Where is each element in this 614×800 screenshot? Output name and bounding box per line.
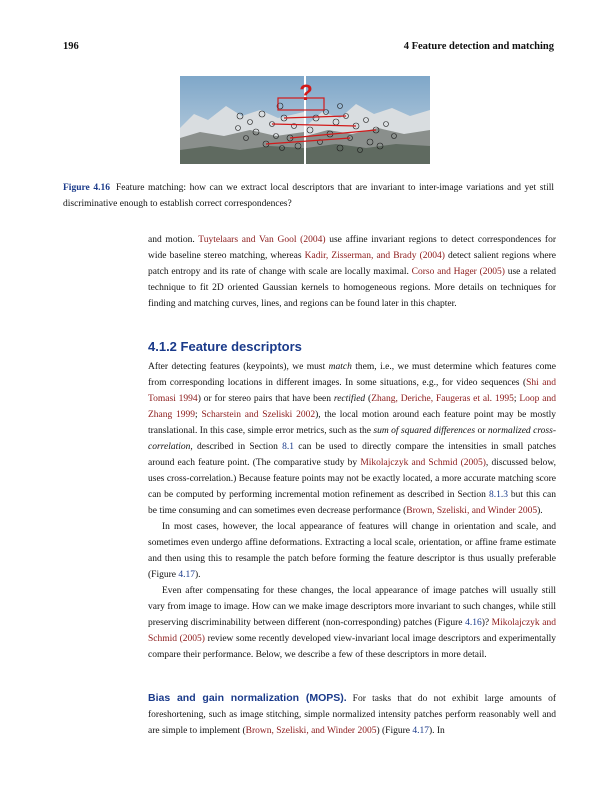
text: detect salient regions where patch entropy and its rate of change with scale are locally maximal. (148, 251, 556, 277)
text: use a related technique to fit 2D oriented Gaussian kernels to homogeneous regions. More details on techniques for finding and matching curves, lines, and regions can be found later in this chapter. (148, 267, 556, 309)
text: ). In (428, 726, 445, 736)
figure-caption (63, 180, 554, 212)
section-body (148, 359, 556, 663)
paragraph-mops (148, 690, 556, 739)
text: review some recently developed view-invariant local image descriptors and experimentally compare their performance. Below, we describe a few of these descriptors in more detail. (148, 634, 556, 660)
paragraph (148, 519, 556, 583)
paragraph (148, 583, 556, 663)
citation-link[interactable]: Brown, Szeliski, and Winder 2005 (406, 506, 538, 516)
figure-link[interactable]: 4.17 (412, 726, 429, 736)
text: or (475, 426, 488, 436)
text: ). (537, 506, 543, 516)
paragraph-intro (148, 232, 556, 312)
paragraph (148, 359, 556, 519)
citation-link[interactable]: Shi and Tomasi 1994 (148, 378, 556, 404)
text: ). (194, 570, 201, 580)
right-photo (306, 76, 430, 164)
text: ) (Figure (376, 726, 413, 736)
citation-link[interactable]: Tuytelaars and Van Gool (2004) (198, 235, 326, 245)
feature-matching-photos (180, 76, 430, 164)
emphasis: match (328, 362, 352, 372)
text: use affine invariant regions to detect correspondences for wide baseline stereo matching, whereas (148, 235, 557, 261)
paragraph-heading: Bias and gain normalization (MOPS). (148, 692, 347, 704)
text: ( (365, 394, 372, 404)
caption-text: Feature matching: how can we extract local descriptors that are invariant to inter-image variations and yet still discriminative enough to establish correct correspondences? (63, 183, 554, 209)
figure-link[interactable]: 4.17 (178, 570, 195, 580)
text: In most cases, however, the local appearance of features will change in orientation and scale, and sometimes even undergo affine deformations. Extracting a local scale, orientation, or affine frame estimate and then using this to resample the patch before forming the feature descriptor is thus usually preferable (Figure (148, 522, 556, 580)
section-link[interactable]: 8.1 (282, 442, 294, 452)
citation-link[interactable]: Kadir, Zisserman, and Brady (2004) (304, 251, 445, 261)
emphasis: rectified (333, 394, 366, 404)
citation-link[interactable]: Mikolajczyk and Schmid (2005) (148, 618, 556, 644)
left-photo (180, 76, 304, 164)
citation-link[interactable]: Loop and Zhang 1999 (148, 394, 556, 420)
emphasis: sum of squared differences (373, 426, 476, 436)
text: but this can be time consuming and can sometimes even decrease performance ( (148, 490, 556, 516)
question-mark: ? (299, 80, 313, 105)
text: , described in Section (190, 442, 283, 452)
citation-link[interactable]: Mikolajczyk and Schmid (2005) (360, 458, 486, 468)
caption-label: Figure 4.16 (63, 183, 110, 193)
section-link[interactable]: 8.1.3 (488, 490, 508, 500)
figure-link[interactable]: 4.16 (465, 618, 482, 628)
emphasis: normalized cross-correlation (148, 426, 556, 452)
page-number: 196 (63, 41, 79, 52)
text: After detecting features (keypoints), we must (148, 362, 329, 372)
text: Even after compensating for these changes, the local appearance of image patches will usually still vary from image to image. How can we make image descriptors more invariant to such changes, while still preserving discriminability between different (non-corresponding) patches (Figure (148, 586, 556, 628)
text: ; (195, 410, 202, 420)
figure-4-16 (180, 76, 430, 164)
text: can be used to directly compare the intensities in small patches around each feature point. (The comparative study by (148, 442, 556, 468)
text: For tasks that do not exhibit large amounts of foreshortening, such as image stitching, simple normalized intensity patches perform reasonably well and are simple to implement ( (148, 694, 557, 736)
text: )? (481, 618, 492, 628)
text: them, i.e., we must determine which features come from corresponding locations in different images. In some situations, e.g., for video sequences ( (148, 362, 556, 388)
citation-link[interactable]: Corso and Hager (2005) (411, 267, 505, 277)
text: ), the local motion around each feature point may be mostly translational. In this case, simple error metrics, such as the (148, 410, 557, 436)
citation-link[interactable]: Zhang, Deriche, Faugeras et al. 1995 (371, 394, 514, 404)
chapter-title: 4 Feature detection and matching (403, 41, 554, 52)
running-header (63, 41, 554, 52)
text: , discussed below, uses cross-correlation.) Because feature points may not be exactly located, a more accurate matching score can be computed by performing incremental motion refinement as described in Section (148, 458, 556, 500)
text: ; (513, 394, 520, 404)
text: and motion. (148, 235, 199, 245)
citation-link[interactable]: Scharstein and Szeliski 2002 (201, 410, 316, 420)
citation-link[interactable]: Brown, Szeliski, and Winder 2005 (245, 726, 377, 736)
section-heading: 4.1.2 Feature descriptors (148, 339, 302, 354)
text: ) or for stereo pairs that have been (197, 394, 334, 404)
